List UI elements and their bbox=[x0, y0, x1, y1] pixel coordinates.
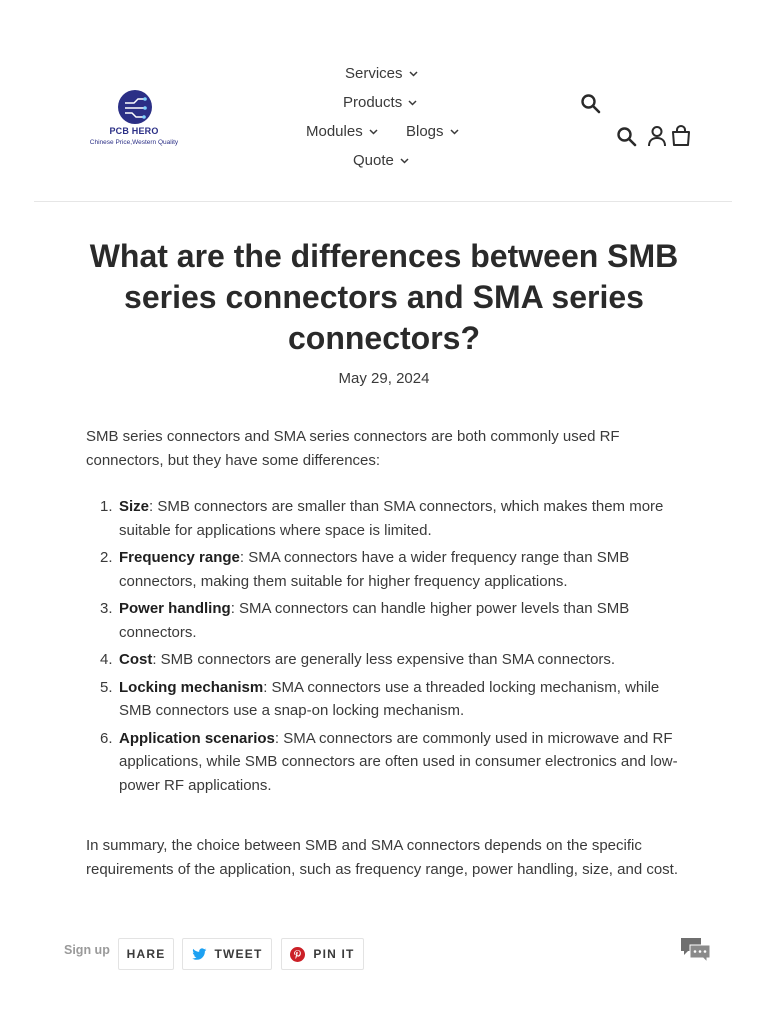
chevron-down-icon bbox=[400, 158, 409, 164]
nav-item-label: Modules bbox=[306, 123, 363, 140]
list-item bbox=[86, 676, 686, 723]
list-term: Frequency range bbox=[119, 549, 240, 566]
list-text: : SMA connectors can handle higher power levels than SMB connectors. bbox=[119, 600, 630, 641]
cart-icon bbox=[670, 124, 692, 147]
nav-item-quote[interactable] bbox=[353, 152, 409, 169]
nav-item-services[interactable] bbox=[345, 65, 418, 82]
search-toggle-button[interactable] bbox=[580, 93, 601, 119]
share-button-label: PIN IT bbox=[313, 947, 355, 961]
search-icon bbox=[580, 93, 601, 114]
account-button[interactable] bbox=[647, 125, 667, 152]
site-logo[interactable] bbox=[84, 88, 184, 150]
share-button-label: HARE bbox=[126, 947, 166, 961]
header-divider bbox=[34, 201, 732, 202]
list-term: Application scenarios bbox=[119, 729, 275, 747]
logo-tagline: Chinese Price,Western Quality bbox=[89, 139, 179, 146]
list-number: 3. bbox=[100, 600, 113, 617]
list-item bbox=[86, 727, 686, 798]
search-icon bbox=[616, 126, 637, 147]
share-pinterest-button[interactable] bbox=[281, 938, 364, 970]
logo-title: PCB HERO bbox=[109, 126, 159, 136]
social-share-bar bbox=[0, 938, 768, 974]
chevron-down-icon bbox=[409, 71, 418, 77]
twitter-icon bbox=[192, 948, 207, 961]
chat-icon bbox=[680, 936, 712, 964]
pinterest-icon bbox=[290, 947, 305, 962]
list-term: Power handling bbox=[119, 600, 231, 617]
signup-link[interactable]: Sign up bbox=[64, 943, 110, 957]
chat-widget-button[interactable] bbox=[680, 936, 712, 969]
article-title: What are the differences between SMB series connectors and SMA series connectors? bbox=[89, 238, 679, 356]
chevron-down-icon bbox=[408, 100, 417, 106]
list-text: : SMB connectors are generally less expensive than SMA connectors. bbox=[152, 651, 616, 668]
list-item bbox=[86, 546, 686, 593]
list-item bbox=[86, 597, 686, 644]
nav-item-label: Quote bbox=[353, 152, 394, 169]
nav-item-label: Products bbox=[343, 94, 403, 111]
nav-item-products[interactable] bbox=[343, 94, 417, 111]
share-facebook-button[interactable] bbox=[118, 938, 174, 970]
nav-item-blogs[interactable] bbox=[406, 123, 459, 140]
list-number: 1. bbox=[100, 498, 113, 515]
article-summary: In summary, the choice between SMB and SMA connectors depends on the specific requirements of the application, such as frequency range, power handling, size, and cost. bbox=[86, 837, 679, 878]
site-header bbox=[0, 0, 768, 202]
list-text: : SMB connectors are smaller than SMA connectors, which makes them more suitable for applications where space is limited. bbox=[119, 498, 664, 539]
list-number: 5. bbox=[100, 678, 113, 696]
list-text: : SMA connectors are commonly used in microwave and RF applications, while SMB connectors are often used in consumer electronics and low-power RF applications. bbox=[119, 729, 678, 794]
chevron-down-icon bbox=[450, 129, 459, 135]
differences-list bbox=[86, 495, 686, 801]
nav-item-label: Blogs bbox=[406, 123, 444, 140]
cart-button[interactable] bbox=[670, 124, 692, 152]
nav-item-label: Services bbox=[345, 65, 403, 82]
chevron-down-icon bbox=[369, 129, 378, 135]
nav-item-modules[interactable] bbox=[306, 123, 378, 140]
list-term: Locking mechanism bbox=[119, 678, 264, 696]
article-intro: SMB series connectors and SMA series connectors are both commonly used RF connectors, but they have some differences: bbox=[86, 428, 620, 469]
list-number: 4. bbox=[100, 651, 113, 668]
list-text: : SMA connectors have a wider frequency range than SMB connectors, making them suitable for higher frequency applications. bbox=[119, 549, 630, 590]
account-icon bbox=[647, 125, 667, 147]
list-item bbox=[86, 648, 686, 672]
list-number: 6. bbox=[100, 729, 113, 747]
list-text: : SMA connectors use a threaded locking mechanism, while SMB connectors use a snap-on locking mechanism. bbox=[119, 678, 660, 719]
list-item bbox=[86, 495, 686, 542]
article-date: May 29, 2024 bbox=[338, 370, 430, 387]
list-number: 2. bbox=[100, 549, 113, 566]
share-button-label: TWEET bbox=[214, 947, 263, 961]
search-button[interactable] bbox=[616, 126, 637, 152]
logo-emblem bbox=[118, 90, 152, 124]
share-twitter-button[interactable] bbox=[182, 938, 272, 970]
list-term: Size bbox=[119, 498, 150, 515]
list-term: Cost bbox=[119, 651, 153, 668]
